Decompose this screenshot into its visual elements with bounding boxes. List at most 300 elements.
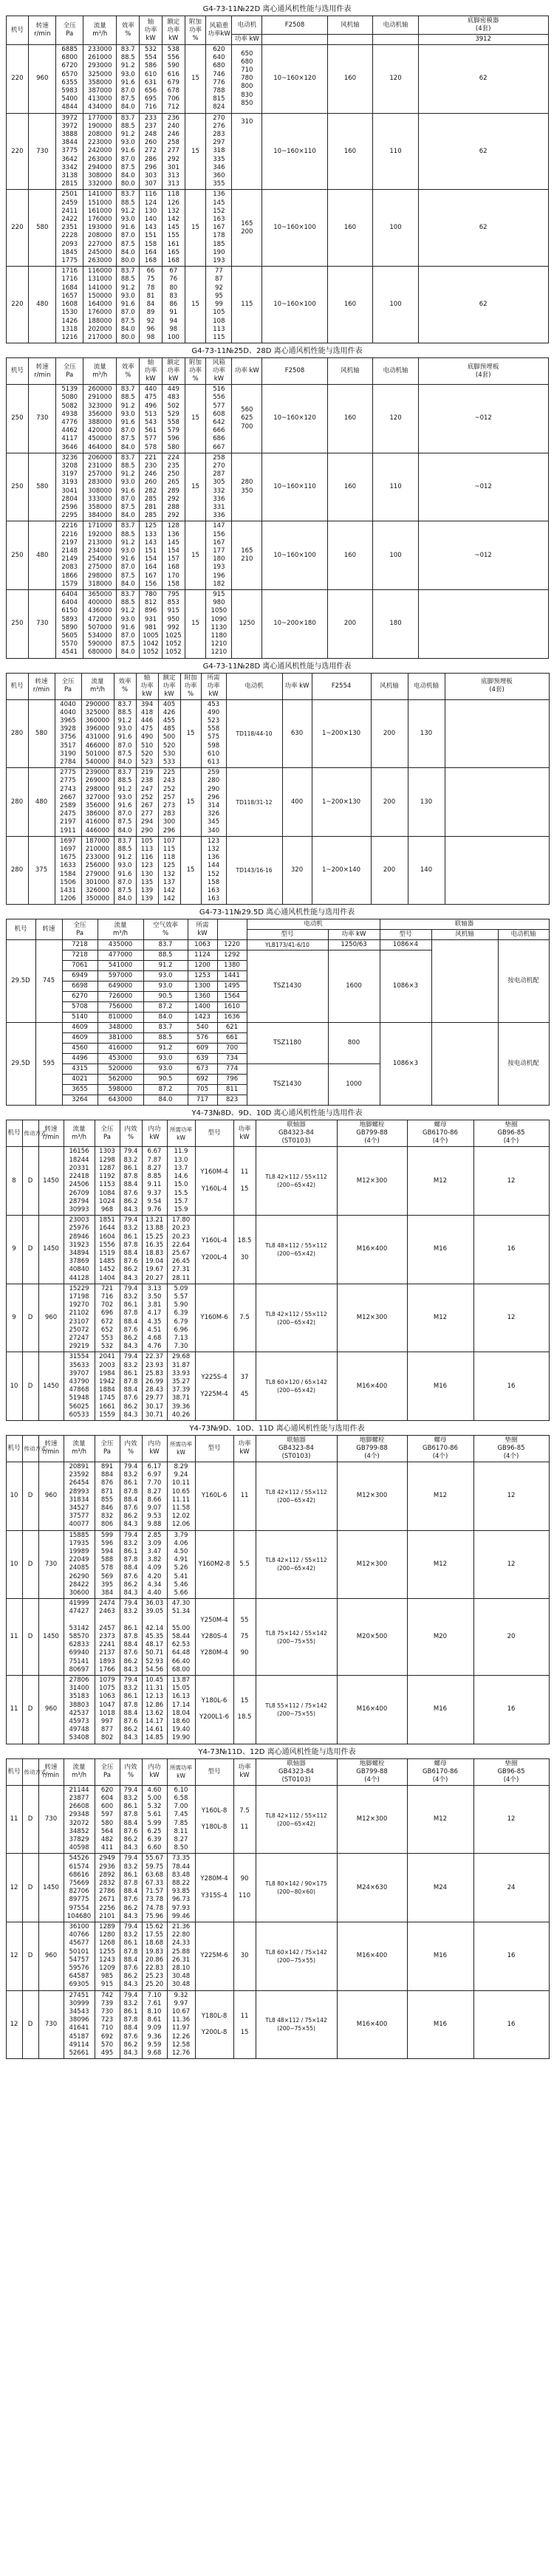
document [6, 0, 549, 2059]
table-cell: 15 [185, 385, 206, 453]
table-cell: Y160L-4 Y200L-4 [195, 1216, 233, 1284]
table-cell: 756000 [98, 1002, 143, 1013]
table-header-cell: 电动机轴 [498, 930, 549, 940]
table-cell: 54526 61574 68616 75669 82706 89775 97554 104680 [64, 1854, 95, 1922]
table-cell: M16×400 [337, 1990, 407, 2059]
table-cell: 6885 6800 6720 6570 6355 5983 5400 4844 [56, 45, 83, 114]
table-cell: 12 [6, 1854, 22, 1922]
table-cell: 477000 [98, 950, 143, 961]
table-cell: TL8 42×112 / 55×112 [265, 1310, 327, 1318]
table-cell: 250 [6, 589, 29, 658]
table-cell: (200~80×60) [277, 1888, 315, 1896]
table-cell: 5708 [62, 1002, 98, 1013]
table-cell: (200~75×55) [277, 2025, 315, 2032]
table-cell: 29.5D [6, 940, 35, 1023]
table-row [6, 919, 549, 930]
col-fan-bearing: 风机轴 [327, 16, 373, 35]
table-cell: 1000 [328, 1064, 380, 1106]
table-cell: TL8 42×112 / 55×112 [265, 1488, 327, 1496]
table-header-cell: 内功 kW [142, 1120, 167, 1147]
table-cell: M16×400 [337, 1352, 407, 1421]
table-cell: M16×400 [337, 1216, 407, 1284]
table-cell: 83.7 88.5 91.2 93.0 91.6 87.0 87.5 84.0 [117, 385, 140, 453]
table-header-cell: 所需功率 kW [167, 1758, 195, 1785]
table-cell: 79.4 83.2 86.1 87.8 88.4 87.6 86.2 84.3 [120, 1676, 142, 1744]
table-cell: 1600 [328, 950, 380, 1023]
table-cell: 83.7 88.5 91.2 93.0 91.6 87.0 87.5 84.0 80.0 [117, 113, 140, 190]
col-speed: 转速 r/min [29, 16, 56, 45]
table-cell: 960 [38, 1284, 64, 1352]
table-header-cell: 流量 m³/h [64, 1758, 95, 1785]
table-cell: 36100 40766 45677 50101 54757 59576 64587 69305 [64, 1922, 95, 1990]
table-header-cell: 机号 [6, 1758, 22, 1785]
table-cell: 6.17 6.97 7.70 8.27 8.66 9.07 9.53 9.88 [142, 1462, 167, 1530]
table-cell: 177000 190000 208000 223000 242000 263000 294000 308000 332000 [83, 113, 117, 190]
table-cell: 280 [6, 768, 28, 837]
table-cell: 595 [35, 1023, 62, 1106]
table-cell: 4560 [62, 1044, 98, 1054]
table-cell: 520000 [98, 1064, 143, 1075]
table-header-cell: 风机轴 [327, 358, 373, 385]
table-cell: 27806 31400 35183 38803 42537 45973 49748 53408 [64, 1676, 95, 1744]
table-cell: 31554 35633 39707 43790 47868 51948 56025 60533 [64, 1352, 95, 1421]
table-cell [256, 1785, 337, 1854]
table-cell: ~012 [418, 521, 548, 590]
table-cell: 796 [217, 1075, 247, 1085]
table-cell: 597000 [98, 971, 143, 982]
table-header-cell: 所需 功率 kW [201, 673, 226, 699]
table-cell: 730 [29, 589, 56, 658]
table-cell: D [22, 1147, 38, 1216]
table-cell: (200~65×42) [277, 1182, 315, 1189]
table-cell: Y160M-6 [195, 1284, 233, 1352]
table-cell: 128 136 145 154 157 168 170 158 [162, 521, 185, 590]
table-cell: 1292 [217, 950, 247, 961]
table-cell: 1086×3 [380, 1023, 431, 1106]
table-cell: 721 716 702 696 672 652 553 532 [95, 1284, 120, 1352]
table-cell: Y280M-4 Y315S-4 [195, 1854, 233, 1922]
table-header-cell: 传动方式 [22, 1435, 38, 1462]
table-header-cell: F2508 [262, 358, 327, 385]
table-cell: 15229 17198 19270 21102 23107 25072 27247 29219 [64, 1284, 95, 1352]
table-cell: 6949 [62, 971, 98, 982]
table-row [6, 190, 548, 267]
table-cell: 1450 [38, 1216, 64, 1284]
table-cell: 36.03 39.05 42.14 45.35 48.17 50.71 52.93 54.56 [142, 1599, 167, 1676]
table-row [6, 1599, 549, 1676]
table-cell: M16×400 [337, 1922, 407, 1990]
table-header-cell: 轴 功率 kW [140, 358, 163, 385]
table-cell: 11 [6, 1785, 22, 1854]
table-cell: 15885 17935 19989 22049 24085 26290 28422 30600 [64, 1530, 95, 1599]
table-cell: 160 [327, 45, 373, 114]
table-cell: 1220 [217, 940, 247, 950]
table-cell: 7.5 11 [233, 1785, 256, 1854]
table-cell [256, 1352, 337, 1421]
table-header-cell: F2554 [312, 673, 371, 699]
table-header-cell: 内功 kW [142, 1435, 167, 1462]
table-cell: 11 [233, 1462, 256, 1530]
table-cell: 259 280 290 296 314 326 345 340 [201, 768, 226, 837]
table-cell: M12×300 [337, 1530, 407, 1599]
table-cell: D [22, 1854, 38, 1922]
table-cell: 13.87 15.05 16.13 17.14 18.04 18.60 19.40 19.90 [167, 1676, 195, 1744]
table-row [6, 385, 548, 453]
table-cell: 4496 [62, 1054, 98, 1064]
table-7 [6, 1758, 550, 2060]
table-cell: Y160L-8 Y180L-8 [195, 1785, 233, 1854]
table-cell: M12 [407, 1785, 473, 1854]
table-cell [256, 1530, 337, 1599]
table-header-cell: 螺母 GB6170-86 (4个) [407, 1120, 473, 1147]
table-cell: 774 [217, 1064, 247, 1075]
col-motor-power: 功率 kW [232, 35, 262, 45]
table-cell: 620 604 600 597 580 564 482 411 [95, 1785, 120, 1854]
table-cell: 55 75 90 [233, 1599, 256, 1676]
col-motor-bearing: 电动机轴 [373, 16, 419, 35]
table-cell [256, 1854, 337, 1922]
col-rated: 额定 功率 kW [162, 16, 185, 45]
table-cell: 88.5 [143, 950, 188, 961]
table-cell: 93.0 [143, 982, 188, 992]
table-row [6, 1676, 549, 1744]
table-header-cell: 空气效率 % [143, 919, 188, 940]
table-cell: D [22, 1462, 38, 1530]
table-cell: 62 [418, 267, 548, 343]
table-row [6, 1352, 549, 1421]
table-cell: 1289 1280 1268 1255 1243 1209 985 915 [95, 1922, 120, 1990]
table-cell: 270 276 283 297 318 335 346 360 355 [206, 113, 232, 190]
table-cell: 1086×3 [380, 950, 431, 1023]
table-cell: 16 [473, 1352, 549, 1421]
table-cell: 891 884 876 871 855 846 832 806 [95, 1462, 120, 1530]
table-header-cell: 轴 功率 kW [136, 673, 158, 699]
table-cell: 4.60 5.00 5.32 5.61 5.99 6.25 6.39 6.60 [142, 1785, 167, 1854]
table-row [6, 1854, 549, 1922]
table-cell: 258 270 287 305 332 336 331 336 [206, 453, 232, 521]
table-cell: 83.7 88.5 91.2 93.0 91.6 87.0 87.5 84.0 [117, 453, 140, 521]
table-cell: 100 [373, 521, 419, 590]
table-header-cell: 转速 r/min [28, 673, 55, 699]
table-cell: 15 [185, 113, 206, 190]
table-cell: D [22, 1599, 38, 1676]
table-cell: ~012 [418, 453, 548, 521]
table-cell: 93.0 [143, 1054, 188, 1064]
table-cell: 110 [373, 113, 419, 190]
table-cell: D [22, 1990, 38, 2059]
table-cell: 609 [188, 1044, 217, 1054]
table-cell: TSZ1430 [247, 1064, 328, 1106]
table-cell: D [22, 1530, 38, 1599]
table-cell: 3236 3208 3197 3193 3041 2804 2596 2295 [56, 453, 83, 521]
table-cell: 91.2 [143, 1044, 188, 1054]
table-cell: M12×300 [337, 1284, 407, 1352]
table-cell: 83.7 88.5 91.2 93.0 91.6 87.0 87.5 84.0 [117, 521, 140, 590]
table-cell: 250 [6, 453, 29, 521]
table-cell: (200~65×42) [277, 1387, 315, 1394]
table-row [6, 673, 549, 699]
table-cell: 1200 [188, 961, 217, 971]
table-cell: 79.4 83.2 86.1 87.8 88.4 87.6 86.2 84.3 [120, 1216, 142, 1284]
table-cell: M16 [407, 1922, 473, 1990]
table-cell: 16 [473, 1922, 549, 1990]
table-row [6, 1530, 549, 1599]
table-header-cell: 电动机 [226, 673, 282, 699]
table-cell: 87.2 [143, 1085, 188, 1095]
table-header-cell: 功率 kW [233, 1758, 256, 1785]
table-cell: 160 [327, 453, 373, 521]
table-cell: TL8 60×120 / 65×142 [265, 1379, 327, 1386]
table-cell: 239000 269000 298000 327000 356000 386000 416000 446000 [81, 768, 114, 837]
table-cell: 220 [6, 113, 29, 190]
table-header-cell: 流量 m³/h [98, 919, 143, 940]
table-cell: 12 [473, 1462, 549, 1530]
table-header-cell: 底脚预埋板 (4套) [418, 358, 548, 385]
table-cell: 236 240 246 258 277 292 301 313 313 [162, 113, 185, 190]
table-cell: 705 [188, 1085, 217, 1095]
table-row [6, 1435, 549, 1462]
table-header-cell: 风机轴 [371, 673, 408, 699]
table-cell: 730 [38, 1990, 64, 2059]
table-cell: 2.85 3.09 3.47 3.82 4.09 4.20 4.34 4.40 [142, 1530, 167, 1599]
table-cell: 11 15 [233, 1147, 256, 1216]
table-header-cell: 功率 kW [328, 930, 380, 940]
table-cell: 1250/63 [328, 940, 380, 950]
table-cell: 62 [418, 45, 548, 114]
col-machine: 机号 [6, 16, 29, 45]
table-cell: 37 45 [233, 1352, 256, 1421]
table-cell: 250 [6, 521, 29, 590]
table-header-cell: 机号 [6, 1120, 22, 1147]
table-header-cell: 流量 m³/h [64, 1120, 95, 1147]
table-cell: 41999 47427 53142 58570 62833 69940 75141 80697 [64, 1599, 95, 1676]
table-cell: 12 [473, 1147, 549, 1216]
table-cell: TL8 42×112 / 55×112 [265, 1812, 327, 1819]
table-cell: TL8 80×142 / 90×175 [265, 1880, 327, 1888]
table-header-cell: 风箱 功率 kW [206, 358, 232, 385]
table-header-cell: 螺母 GB6170-86 (4个) [407, 1435, 473, 1462]
table-cell: 5.09 5.57 5.90 6.39 6.79 6.96 7.13 7.30 [167, 1284, 195, 1352]
table-cell: 79.4 83.2 86.1 87.8 88.4 87.6 86.2 84.3 [120, 1462, 142, 1530]
table-cell [431, 940, 498, 1023]
table-cell: 29.68 31.87 33.93 35.27 37.39 38.71 39.36 40.26 [167, 1352, 195, 1421]
table-cell: 1851 1644 1604 1556 1519 1485 1452 1404 [95, 1216, 120, 1284]
table-header-cell [373, 35, 419, 45]
table-header-cell: 所需功率 kW [167, 1435, 195, 1462]
table-cell: TSZ1430 [247, 950, 328, 1023]
table-cell: TL8 48×112 / 75×142 [265, 2017, 327, 2024]
table-header-cell: 型号 [195, 1435, 233, 1462]
table-row [6, 1990, 549, 2059]
table-cell: 91.2 [143, 961, 188, 971]
table-cell: 15 [180, 768, 201, 837]
table-cell: 220 [6, 45, 29, 114]
table-row [6, 45, 548, 114]
table-cell: (200~75×55) [277, 1637, 315, 1645]
table-header-cell: 全压 Pa [95, 1120, 120, 1147]
table-cell: 480 [29, 521, 56, 590]
table-cell: 1610 [217, 1002, 247, 1013]
table-cell: TL8 48×112 / 55×112 [265, 1241, 327, 1249]
table-row [6, 1785, 549, 1854]
table-row [6, 521, 548, 590]
table-cell: 320 [282, 836, 312, 905]
table-cell: 381000 [98, 1033, 143, 1044]
table-header-cell: 电动机 [247, 919, 380, 930]
table-cell: 83.7 [143, 940, 188, 950]
table-cell: 20891 23592 26454 28993 31834 34527 37577 40077 [64, 1462, 95, 1530]
table-cell: 22.37 23.93 25.83 26.99 28.43 29.77 30.17 30.71 [142, 1352, 167, 1421]
table-cell: D [22, 1676, 38, 1744]
table-cell: 3655 [62, 1085, 98, 1095]
table-cell: 1253 [188, 971, 217, 982]
table-cell: 15 [185, 521, 206, 590]
table-2-title: G4-73-11№25D、28D 离心通风机性能与选用件表 [191, 347, 363, 356]
table-cell: 110 [373, 453, 419, 521]
table-cell: 84.0 [143, 1095, 188, 1106]
table-row [6, 589, 548, 658]
table-cell: 73.35 78.44 83.48 88.22 93.85 96.73 97.93 99.46 [167, 1854, 195, 1922]
table-cell: 12 [6, 1990, 22, 2059]
table-cell: 692 [188, 1075, 217, 1085]
table-cell: 18.5 30 [233, 1216, 256, 1284]
table-header-cell: 垫圈 GB96-85 (4个) [473, 1758, 549, 1785]
table-cell: 2474 2463 2457 2373 2241 2137 1893 1766 [95, 1599, 120, 1676]
table-cell: 1086×4 [380, 940, 431, 950]
table-header-cell: 额定 功率 kW [158, 673, 180, 699]
table-cell: 83.7 88.5 91.2 93.0 91.6 87.0 87.5 84.0 [114, 836, 136, 905]
table-cell [431, 1023, 498, 1106]
table-header-cell: 地脚螺栓 GB799-88 (4个) [337, 1758, 407, 1785]
col-flow: 流量 m³/h [83, 16, 117, 45]
table-cell: 84.0 [143, 1013, 188, 1023]
table-cell: 90 110 [233, 1854, 256, 1922]
table-row [6, 113, 548, 190]
table-cell: D [22, 1284, 38, 1352]
table-cell: 730 [29, 113, 56, 190]
table-header-cell: 内效 % [120, 1120, 142, 1147]
table-cell: 120 [373, 45, 419, 114]
table-cell: 221 230 246 260 282 285 281 285 [140, 453, 163, 521]
table-cell: 540 [188, 1023, 217, 1033]
table-cell: 7.10 7.61 8.10 8.61 9.09 9.36 9.59 9.68 [142, 1990, 167, 2059]
table-cell: 576 [188, 1033, 217, 1044]
table-cell: 250 [6, 385, 29, 453]
table-cell: 62 [418, 113, 548, 190]
table-cell: 960 [38, 1676, 64, 1744]
table-cell: 16 [473, 1990, 549, 2059]
table-cell: (200~65×42) [277, 1496, 315, 1504]
table-cell: 15 [185, 267, 206, 343]
col-eff: 效率 % [117, 16, 140, 45]
table-header-cell: 联轴器 GB4323-84 (ST0103) [256, 1758, 337, 1785]
table-cell: 93.0 [143, 971, 188, 982]
table-cell: TL8 42×112 / 55×112 [265, 1174, 327, 1181]
table-cell: M24×630 [337, 1854, 407, 1922]
table-cell: ~012 [418, 385, 548, 453]
table-cell: 280 [6, 836, 28, 905]
table-header-cell: 螺母 GB6170-86 (4个) [407, 1758, 473, 1785]
table-cell: Y180L-8 Y200L-8 [195, 1990, 233, 2059]
table-cell: 120 [373, 385, 419, 453]
table-cell: 206000 231000 257000 283000 308000 333000 358000 384000 [83, 453, 117, 521]
table-cell: 16156 18244 20331 22418 24506 26709 28794 30993 [64, 1147, 95, 1216]
table-row [6, 358, 548, 385]
table-cell: 79.4 83.2 86.1 87.8 88.4 87.6 86.2 84.3 [120, 1854, 142, 1922]
table-header-cell: 效率 % [117, 358, 140, 385]
table-header-cell: 功率 kW [282, 673, 312, 699]
table-cell: 83.7 88.5 91.2 93.0 91.6 87.0 87.5 84.0 [114, 699, 136, 768]
table-cell: 1450 [38, 1599, 64, 1676]
table-6-title: Y4-73№9D、10D、11D 离心通风机性能与选用件表 [189, 1424, 365, 1433]
table-cell [445, 836, 549, 905]
table-7-title: Y4-73№11D、12D 离心通风机性能与选用件表 [198, 1747, 356, 1756]
table-cell: 5140 [62, 1013, 98, 1023]
table-cell: M16×400 [337, 1676, 407, 1744]
table-header-cell: 效率 % [114, 673, 136, 699]
table-cell: 5139 5080 5082 4938 4776 4462 4117 3646 [56, 385, 83, 453]
table-row [6, 940, 549, 950]
table-header-cell: 内效 % [120, 1435, 142, 1462]
table-header-cell: 转速 r/min [38, 1758, 64, 1785]
table-header-cell: 流量 m³/h [81, 673, 114, 699]
table-cell: M20×500 [337, 1599, 407, 1676]
table-cell: 160 [327, 385, 373, 453]
table-cell: 348000 [98, 1023, 143, 1033]
table-cell: 3972 3972 3888 3844 3775 3642 3342 3138 2815 [56, 113, 83, 190]
table-cell: 260000 291000 323000 356000 388000 420000 450000 464000 [83, 385, 117, 453]
table-cell: 115 [232, 267, 262, 343]
table-cell: 516 556 577 608 642 666 686 667 [206, 385, 232, 453]
table-4 [6, 919, 550, 1106]
table-cell: 20 [473, 1599, 549, 1676]
table-cell: 66 75 78 81 84 89 92 96 98 [140, 267, 163, 343]
table-cell: 10~160×120 [262, 385, 327, 453]
table-cell: M12 [407, 1462, 473, 1530]
table-cell: 79.4 83.2 86.1 87.8 88.4 87.6 86.2 84.3 [120, 1922, 142, 1990]
table-cell: 100 [373, 190, 419, 267]
table-header-cell [327, 35, 373, 45]
table-cell [256, 1216, 337, 1284]
table-cell: 3.79 4.06 4.50 4.91 5.26 5.41 5.46 5.66 [167, 1530, 195, 1599]
table-cell: M12 [407, 1530, 473, 1599]
table-cell: 1400 [188, 1002, 217, 1013]
table-header-cell: 机号 [6, 673, 28, 699]
table-cell: TD143/16-16 [226, 836, 282, 905]
table-header-cell: 风机轴 [431, 930, 498, 940]
table-cell: 10~160×110 [262, 113, 327, 190]
table-cell: Y180L-6 Y200L1-6 [195, 1676, 233, 1744]
table-row [6, 768, 549, 837]
table-cell: 620 640 680 746 776 788 815 824 [206, 45, 232, 114]
table-cell: 116000 131000 141000 150000 164000 176000 188000 202000 217000 [83, 267, 117, 343]
table-cell: M16 [407, 1216, 473, 1284]
table-row [6, 1147, 549, 1216]
table-cell: 10~160×110 [262, 453, 327, 521]
table-row [6, 1120, 549, 1147]
table-cell: 79.4 83.2 86.1 87.8 88.4 87.6 86.2 84.3 [120, 1352, 142, 1421]
table-header-cell: 底脚预埋板 (4套) [445, 673, 549, 699]
table-cell: 2216 2216 2197 2148 2149 2083 1866 1579 [56, 521, 83, 590]
table-cell: 200 [371, 768, 408, 837]
table-header-cell: 垫圈 GB96-85 (4个) [473, 1435, 549, 1462]
table-header-cell: 转速 [35, 919, 62, 940]
table-cell: 10~200×180 [262, 589, 327, 658]
table-cell: M24 [407, 1854, 473, 1922]
table-cell: 6404 6404 6150 5893 5890 5605 5570 4541 [56, 589, 83, 658]
table-cell: 165 200 [232, 190, 262, 267]
table-2 [6, 357, 549, 659]
